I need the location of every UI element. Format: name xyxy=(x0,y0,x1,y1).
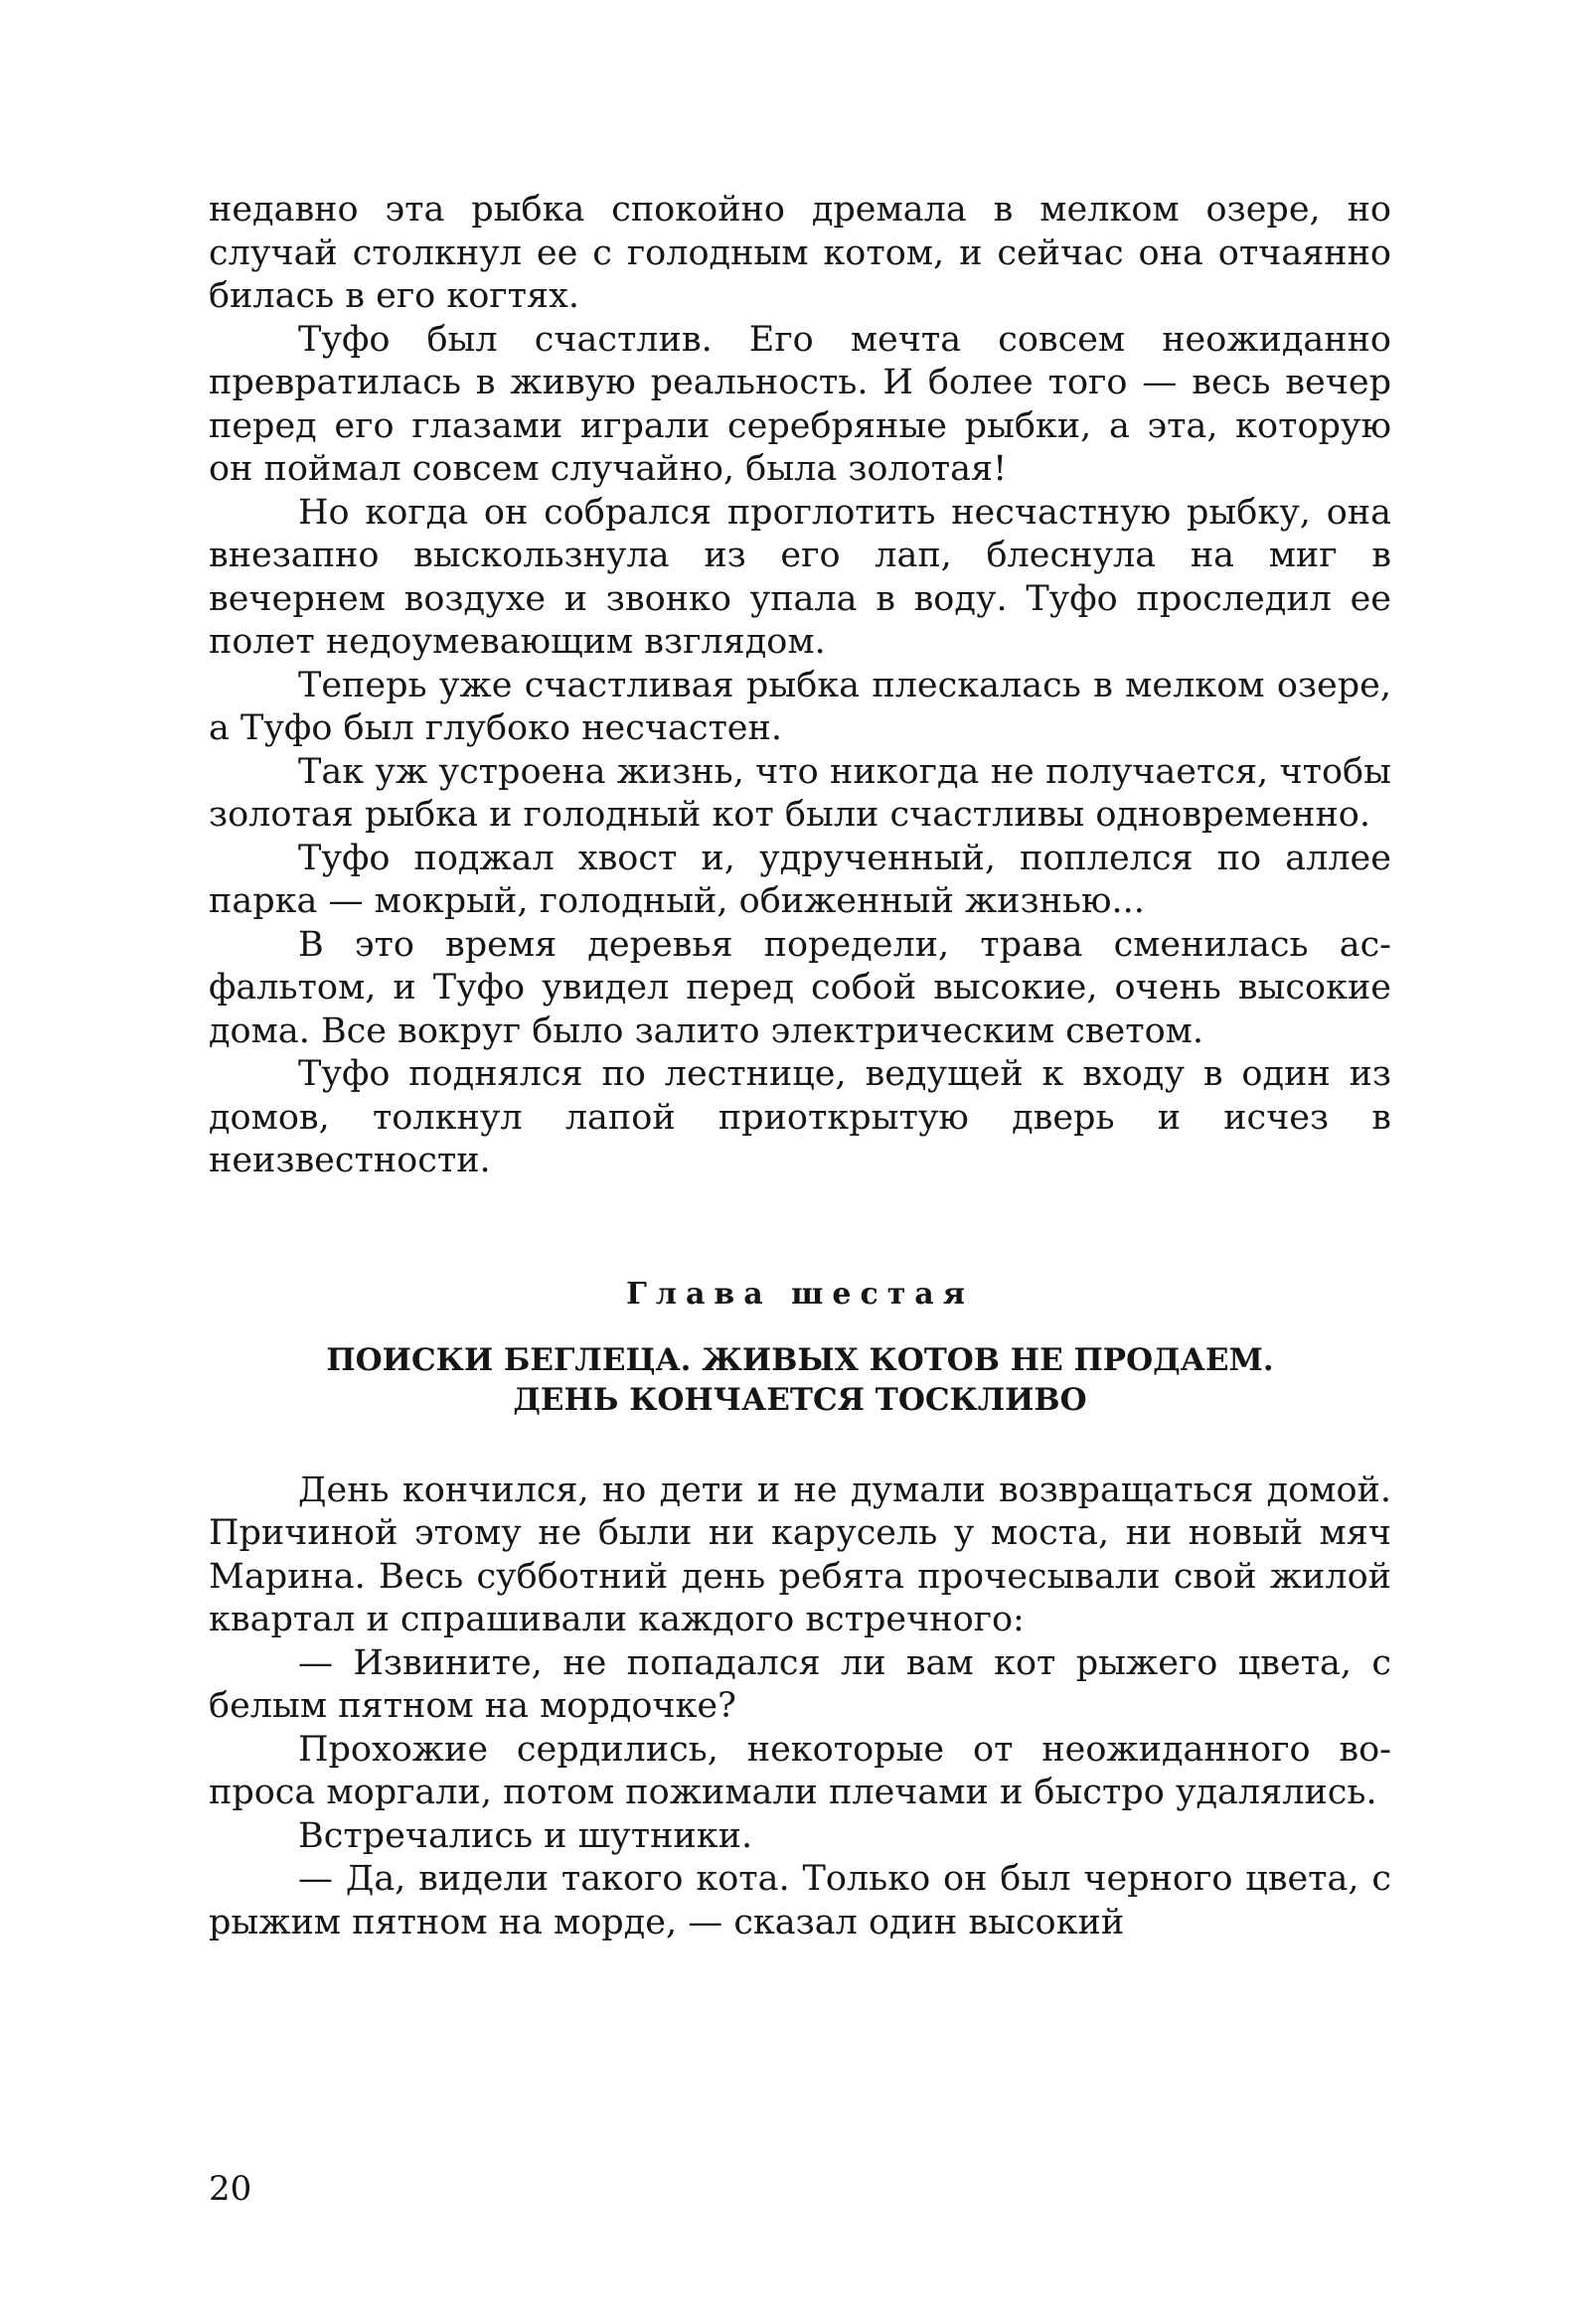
page-number: 20 xyxy=(209,2169,252,2209)
paragraph: — Да, видели такого кота. Только он был черного цвета, с рыжим пятном на морде, — сказал один высокий xyxy=(209,1859,1391,1942)
paragraph: Туфо был счастлив. Его мечта совсем неожиданно превратилась в живую реальность. И более того — весь вечер перед его глазами играли серебряные рыбки, а эта, которую он поймал совсем случайно, была золотая! xyxy=(209,319,1391,489)
paragraph: Но когда он собрался проглотить несчастную рыбку, она внезапно выскользнула из его лап, блеснула на миг в вечернем воздухе и звонко упала в воду. Туфо проследил ее полет недоумевающим взглядом. xyxy=(209,492,1391,662)
paragraph: недавно эта рыбка спокойно дремала в мелком озере, но случай столкнул ее с голодным котом, и сейчас она отчаянно билась в его когтях. xyxy=(209,190,1391,316)
paragraph: Встречались и шутники. xyxy=(298,1815,753,1856)
chapter-title-line-2: ДЕНЬ КОНЧАЕТСЯ ТОСКЛИВО xyxy=(513,1381,1087,1418)
paragraph: Так уж устроена жизнь, что никогда не получается, чтобы золотая рыбка и голодный кот были счастливы одновременно. xyxy=(209,751,1391,835)
chapter-label: Глава шестая xyxy=(626,1276,974,1312)
paragraph: День кончился, но дети и не думали возвращаться домой. Причиной этому не были ни карусель у моста, ни новый мяч Марина. Весь субботний день ребята прочесывали свой жилой квартал и спрашивали каждого встречного: xyxy=(209,1470,1391,1639)
paragraph: Теперь уже счастливая рыбка плескалась в мелком озере, а Туфо был глубоко несчастен. xyxy=(209,665,1391,748)
paragraph: Прохожие сердились, некоторые от неожиданного вопроса моргали, потом пожимали плечами и быстро удалялись. xyxy=(209,1729,1391,1812)
chapter-body xyxy=(209,1470,1391,1945)
chapter-title-line-1: ПОИСКИ БЕГЛЕЦА. ЖИВЫХ КОТОВ НЕ ПРОДАЕМ. xyxy=(326,1341,1274,1378)
paragraph: — Извините, не попадался ли вам кот рыжего цвета, с белым пятном на мордочке? xyxy=(209,1642,1391,1726)
paragraph: Туфо поджал хвост и, удрученный, поплелся по аллее парка — мокрый, голодный, обиженный жизнью... xyxy=(209,838,1391,921)
chapter-title xyxy=(209,1340,1391,1420)
paragraph: В это время деревья поредели, трава сменилась асфальтом, и Туфо увидел перед собой высокие, очень высокие дома. Все вокруг было залито электрическим светом. xyxy=(209,924,1391,1051)
paragraph: Туфо поднялся по лестнице, ведущей к входу в один из домов, толкнул лапой приоткрытую дверь и исчез в неизвестности. xyxy=(209,1054,1391,1180)
book-page xyxy=(209,189,1391,1944)
